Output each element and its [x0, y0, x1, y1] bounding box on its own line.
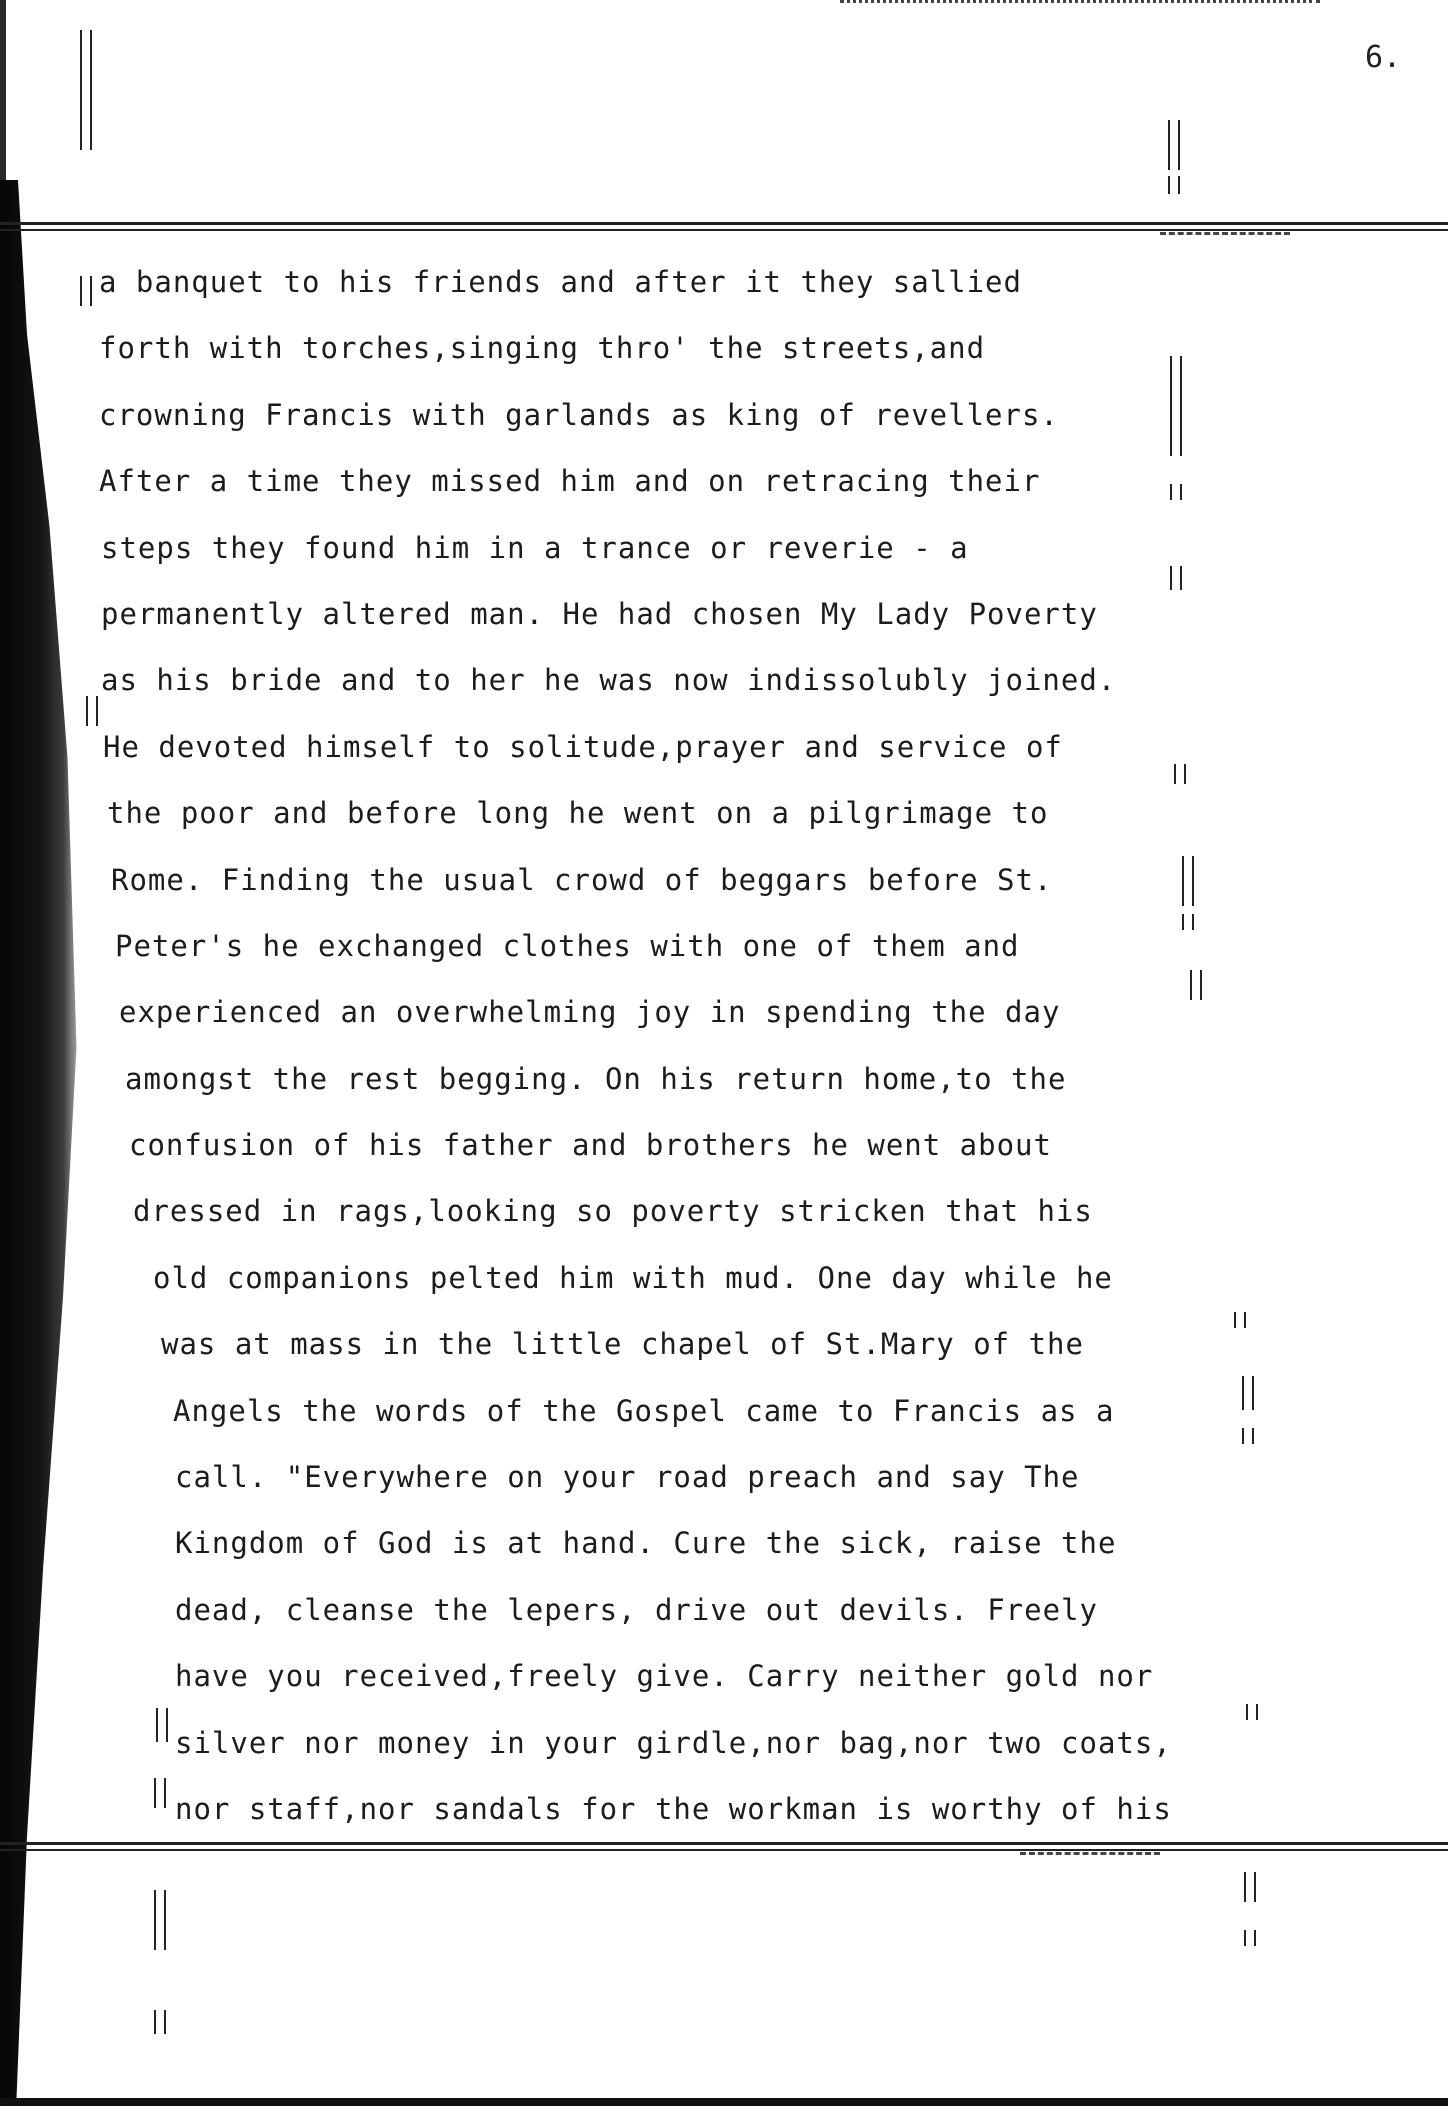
margin-mark — [1244, 1872, 1256, 1902]
typed-text-body — [75, 262, 1265, 1855]
text-line: old companions pelted him with mud. One day while he — [153, 1260, 1113, 1295]
page-number: 6. — [1365, 40, 1402, 75]
text-line: call. "Everywhere on your road preach and say The — [175, 1460, 1080, 1495]
text-line: Rome. Finding the usual crowd of beggars before St. — [111, 862, 1053, 897]
text-line: nor staff,nor sandals for the workman is worthy of his — [175, 1791, 1172, 1826]
margin-mark — [154, 2010, 166, 2034]
text-line: have you received,freely give. Carry neither gold nor — [175, 1659, 1154, 1694]
text-line: crowning Francis with garlands as king of revellers. — [99, 397, 1059, 432]
text-line: He devoted himself to solitude,prayer and service of — [103, 729, 1063, 764]
scan-bottom-edge — [0, 2098, 1448, 2106]
text-line: confusion of his father and brothers he went about — [129, 1128, 1052, 1163]
text-line: a banquet to his friends and after it they sallied — [99, 265, 1022, 299]
top-rule — [0, 222, 1448, 231]
text-line: dressed in rags,looking so poverty stricken that his — [133, 1194, 1093, 1229]
text-line: steps they found him in a trance or reverie - a — [101, 530, 969, 565]
text-line: dead, cleanse the lepers, drive out devils. Freely — [175, 1592, 1098, 1627]
margin-mark — [154, 1890, 166, 1950]
text-line: forth with torches,singing thro' the streets,and — [99, 331, 986, 366]
text-line: Peter's he exchanged clothes with one of them and — [115, 928, 1020, 963]
text-line: the poor and before long he went on a pilgrimage to — [107, 796, 1049, 831]
margin-mark — [1168, 176, 1180, 194]
text-line: silver nor money in your girdle,nor bag,nor two coats, — [175, 1725, 1172, 1760]
text-line: After a time they missed him and on retracing their — [99, 464, 1041, 499]
text-line: Angels the words of the Gospel came to Francis as a — [173, 1393, 1115, 1428]
text-line: permanently altered man. He had chosen My Lady Poverty — [101, 596, 1098, 631]
margin-mark — [1168, 120, 1180, 170]
text-line: was at mass in the little chapel of St.Mary of the — [161, 1327, 1084, 1362]
text-line: amongst the rest begging. On his return home,to the — [125, 1061, 1067, 1096]
top-dash — [1160, 232, 1290, 235]
text-line: Kingdom of God is at hand. Cure the sick, raise the — [175, 1526, 1117, 1561]
text-line: as his bride and to her he was now indissolubly joined. — [101, 663, 1117, 698]
margin-mark — [1244, 1930, 1256, 1946]
text-line: experienced an overwhelming joy in spending the day — [119, 995, 1061, 1030]
top-scan-dots — [840, 0, 1320, 7]
margin-mark — [80, 30, 92, 150]
